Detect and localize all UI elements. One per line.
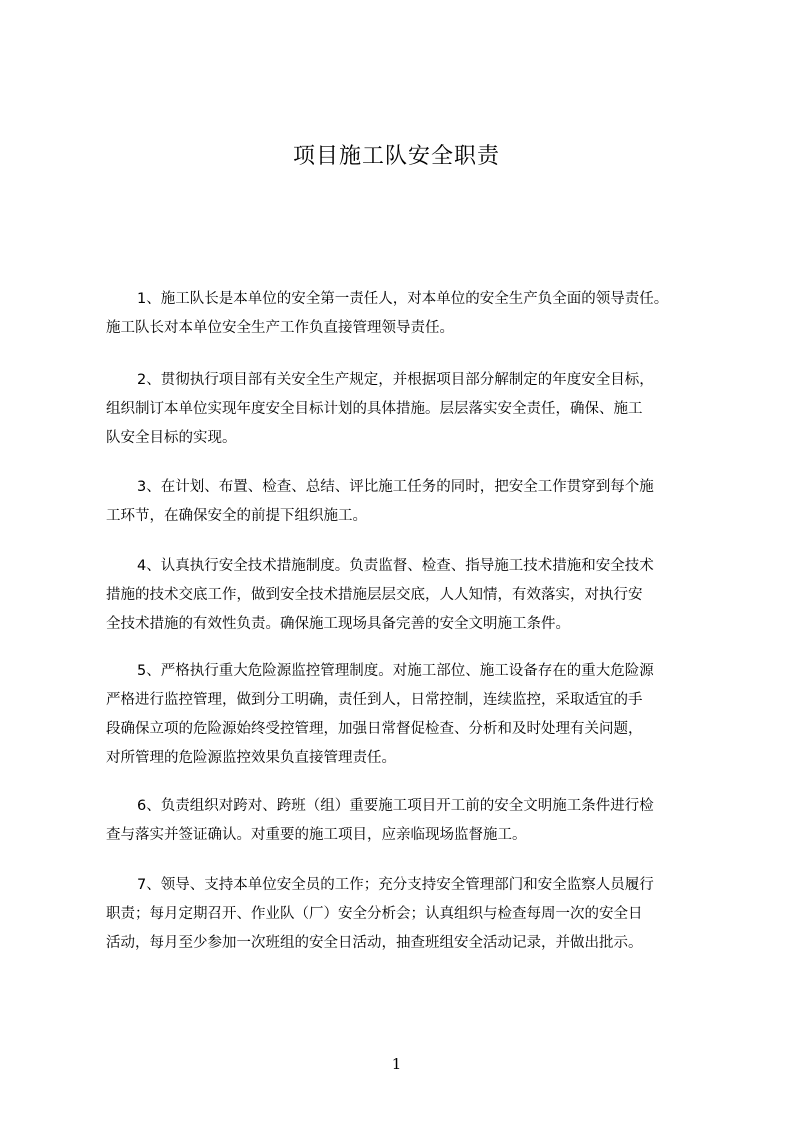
paragraph-line: 措施的技术交底工作，做到安全技术措施层层交底，人人知情，有效落实，对执行安	[106, 587, 643, 603]
paragraph-line: 全技术措施的有效性负责。确保施工现场具备完善的安全文明施工条件。	[106, 616, 570, 632]
paragraph-5	[106, 657, 726, 773]
paragraph-line: 7、领导、支持本单位安全员的工作；充分支持安全管理部门和安全监察人员履行	[137, 877, 654, 893]
paragraph-line: 4、认真执行安全技术措施制度。负责监督、检查、指导施工技术措施和安全技术	[137, 558, 654, 574]
paragraph-line: 对所管理的危险源监控效果负直接管理责任。	[106, 750, 396, 766]
paragraph-line: 1、施工队长是本单位的安全第一责任人，对本单位的安全生产负全面的领导责任。	[137, 291, 669, 307]
paragraph-line: 3、在计划、布置、检查、总结、评比施工任务的同时，把安全工作贯穿到每个施	[137, 479, 654, 495]
paragraph-4	[106, 552, 726, 639]
document-title: 项目施工队安全职责	[292, 144, 500, 169]
paragraph-line: 队安全目标的实现。	[106, 430, 237, 446]
paragraph-7	[106, 871, 726, 958]
paragraph-3	[106, 473, 726, 531]
paragraph-line: 6、负责组织对跨对、跨班（组）重要施工项目开工前的安全文明施工条件进行检	[137, 798, 654, 814]
paragraph-line: 职责；每月定期召开、作业队（厂）安全分析会；认真组织与检查每周一次的安全日	[106, 906, 643, 922]
paragraph-line: 严格进行监控管理，做到分工明确，责任到人，日常控制，连续监控，采取适宜的手	[106, 692, 643, 708]
paragraph-line: 段确保立项的危险源始终受控管理，加强日常督促检查、分析和及时处理有关问题，	[106, 721, 643, 737]
paragraph-line: 施工队长对本单位安全生产工作负直接管理领导责任。	[106, 320, 454, 336]
paragraph-line: 查与落实并签证确认。对重要的施工项目，应亲临现场监督施工。	[106, 827, 527, 843]
paragraph-line: 2、贯彻执行项目部有关安全生产规定，并根据项目部分解制定的年度安全目标，	[137, 372, 654, 388]
paragraph-line: 工环节，在确保安全的前提下组织施工。	[106, 508, 367, 524]
paragraph-line: 活动，每月至少参加一次班组的安全日活动，抽查班组安全活动记录，并做出批示。	[106, 935, 643, 951]
paragraph-2	[106, 366, 726, 453]
paragraph-1	[106, 285, 726, 343]
page-number: 1	[391, 1055, 402, 1073]
paragraph-line: 组织制订本单位实现年度安全目标计划的具体措施。层层落实安全责任，确保、施工	[106, 401, 643, 417]
paragraph-6	[106, 792, 726, 850]
paragraph-line: 5、严格执行重大危险源监控管理制度。对施工部位、施工设备存在的重大危险源	[137, 663, 654, 679]
